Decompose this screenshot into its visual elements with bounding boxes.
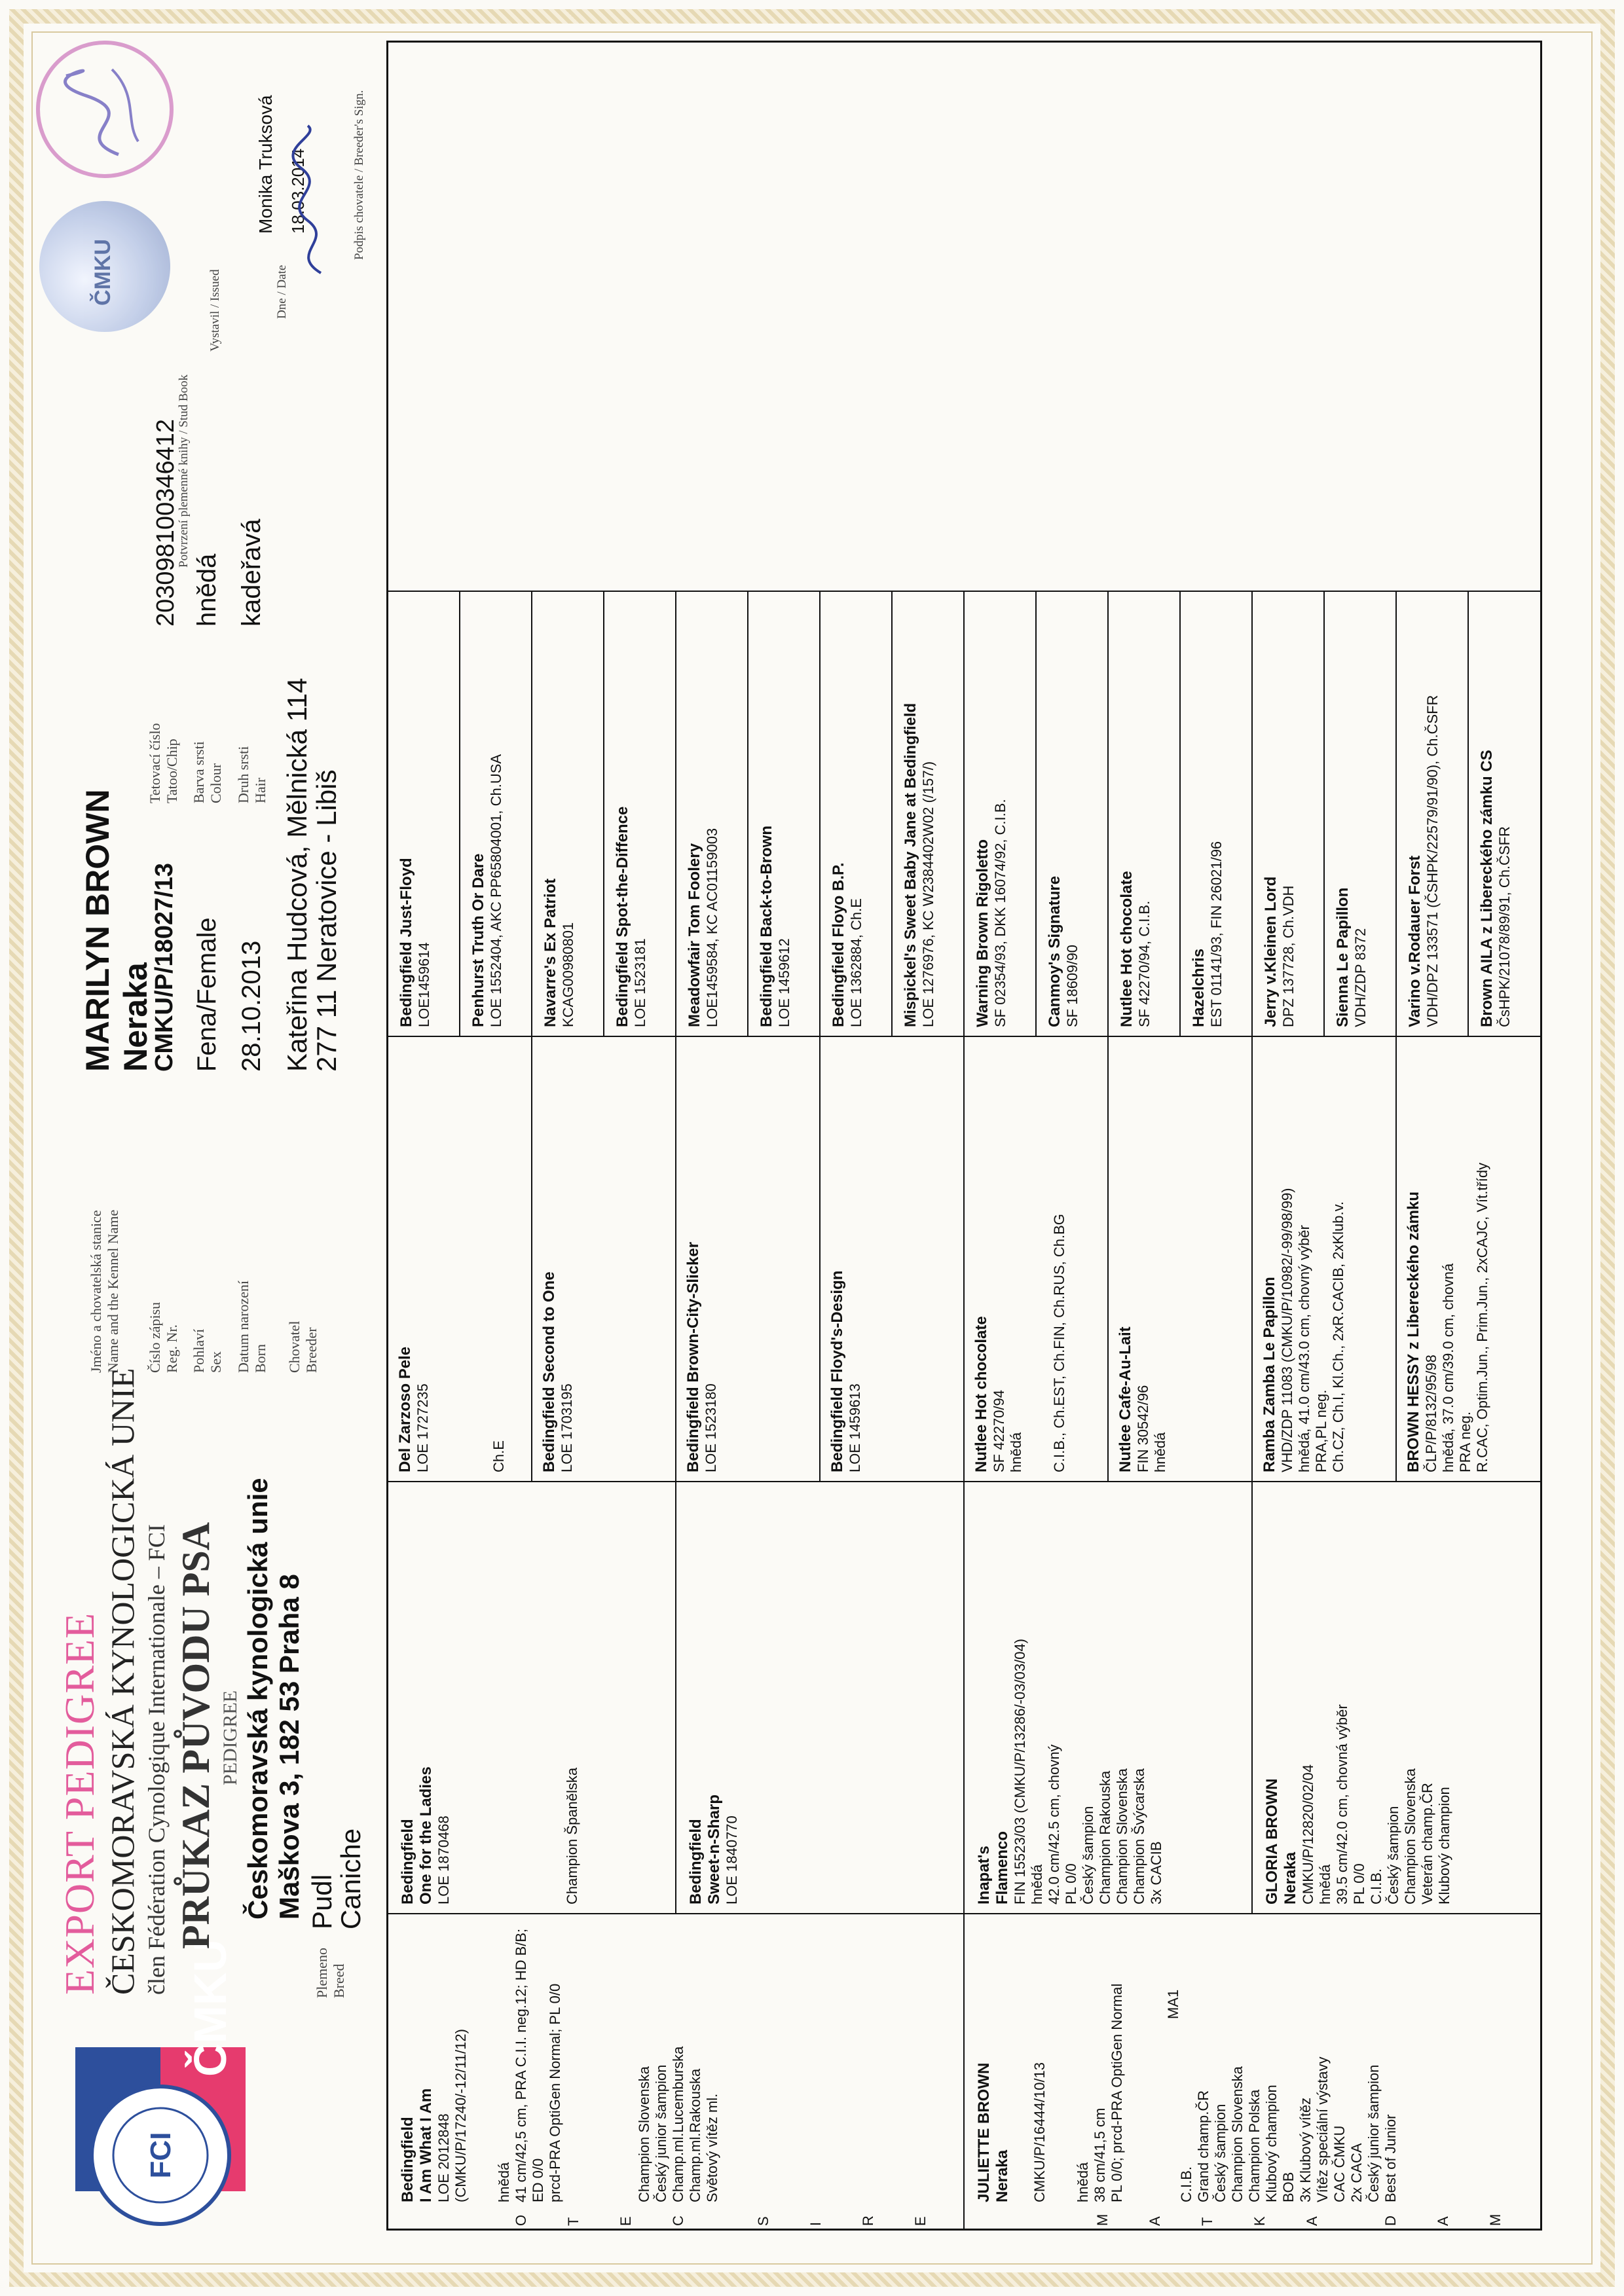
export-pedigree-title: EXPORT PEDIGREE: [56, 1612, 103, 1995]
colour-label-en: Colour: [208, 763, 224, 803]
hair-value: kadeřavá: [237, 519, 266, 627]
side-letter: D: [1382, 2215, 1399, 2226]
dog-kennel: Neraka: [117, 962, 154, 1072]
ancestor-cell: [1118, 598, 1153, 1027]
row-divider: [1251, 592, 1253, 1037]
row-divider: [1107, 592, 1109, 1037]
great-grandparent-reg: LOE 1459613: [847, 1383, 863, 1472]
sex-label-cz: Pohlaví: [191, 1328, 207, 1373]
sire-health2: prcd-PRA OptiGen Normal; PL 0/0: [547, 1983, 563, 2202]
row-divider: [1323, 592, 1325, 1037]
ancestor-name: Meadowfair Tom Foolery: [686, 843, 703, 1027]
ancestor-cell: [1262, 598, 1297, 1027]
ancestor-reg: VDH/ZDP 8372: [1352, 928, 1369, 1027]
handwritten-signature: [282, 122, 341, 280]
row-divider: [675, 592, 676, 1037]
great-grandparent-detail: hnědá, 37.0 cm/39.0 cm, chovná: [1440, 1263, 1456, 1472]
name-label-cz: Jméno a chovatelská stanice: [88, 1210, 104, 1373]
breed-value-cz: Pudl: [306, 1874, 337, 1929]
sire-title: Champ.ml.Lucemburska: [670, 2046, 686, 2202]
grandparent-detail: C.I.B.: [1368, 1868, 1384, 1904]
ancestor-cell: [614, 598, 649, 1027]
great-grandparent-name: BROWN HESSY z Libereckého zámku: [1405, 1192, 1422, 1472]
grandparent-detail: 39.5 cm/42.0 cm, chovná výběr: [1334, 1704, 1350, 1904]
grandparent-cell: [975, 1492, 1165, 1904]
chip-number: 203098100346412: [152, 418, 179, 627]
row-divider: [963, 592, 965, 1037]
ancestor-reg: LOE 1362884, Ch.E: [848, 898, 864, 1027]
side-letter: E: [618, 2216, 634, 2226]
ancestor-cell: [686, 598, 721, 1027]
sire-name-line2: I Am What I Am: [417, 2088, 435, 2202]
grandparent-reg: CMKU/P/12820/02/04: [1300, 1764, 1316, 1904]
dam-cell: [975, 1921, 1399, 2202]
great-grandparent-detail: PRA neg.: [1457, 1412, 1473, 1472]
ancestor-name: Warning Brown Rigoletto: [974, 839, 991, 1027]
grandparent-name: Inapat's: [975, 1846, 993, 1904]
side-letter: C: [670, 2215, 686, 2226]
ancestor-name: Canmoy's Signature: [1046, 875, 1063, 1027]
ancestor-name: Brown AILA z Libereckého zámku CS: [1478, 750, 1496, 1027]
side-letter: A: [1435, 2216, 1451, 2226]
reg-label-en: Reg. Nr.: [164, 1324, 180, 1373]
grandparent-detail: Champion Slovenska: [1402, 1768, 1418, 1904]
grandparent-name: One for the Ladies: [417, 1766, 435, 1904]
breed-label-en: Breed: [331, 1963, 347, 1998]
great-grandparent-name: Nutlee Hot chocolate: [972, 1316, 990, 1472]
great-grandparent-detail: hnědá: [1008, 1432, 1024, 1472]
ancestor-reg: ČsHPK/21078/89/91, Ch.ČSFR: [1496, 826, 1513, 1027]
side-letter: A: [1304, 2216, 1320, 2226]
row-divider: [819, 592, 821, 1037]
born-label-en: Born: [252, 1344, 268, 1373]
grandparent-detail: Champion Slovenska: [1114, 1768, 1130, 1904]
dam-title: Best of Junior: [1382, 2114, 1399, 2202]
great-grandparent-cell: [1261, 1044, 1347, 1472]
grandparent-detail: Klubový champion: [1436, 1787, 1452, 1904]
side-letter: E: [912, 2216, 929, 2226]
hair-label-cz: Druh srsti: [235, 746, 251, 803]
ancestor-reg: DPZ 137728, Ch.VDH: [1280, 885, 1297, 1027]
reg-label-cz: Číslo zápisu: [147, 1302, 163, 1373]
colour-value: hnědá: [193, 553, 221, 627]
grandparent-name: GLORIA BROWN: [1263, 1778, 1281, 1904]
name-label-en: Name and the Kennel Name: [105, 1209, 121, 1373]
row-divider: [819, 1037, 821, 1482]
row-divider: [603, 592, 604, 1037]
side-letter: T: [1199, 2217, 1215, 2226]
great-grandparent-cell: [540, 1044, 576, 1472]
row-divider: [1251, 1037, 1253, 1482]
fci-membership: člen Fédération Cynologique Internationale – FCI: [143, 1524, 170, 1995]
dam-health1: 38 cm/41,5 cm: [1092, 2107, 1108, 2202]
dam-cib: C.I.B.: [1178, 2166, 1194, 2202]
dam-title: Champion Polska: [1246, 2089, 1263, 2202]
date-label: Dne / Date: [275, 264, 289, 319]
colour-label-cz: Barva srsti: [191, 741, 207, 803]
side-letter: A: [1147, 2216, 1163, 2226]
sire-health1: 41 cm/42,5 cm, PRA C.I.I. neg.12; HD B/B; ED 0/0: [513, 1928, 546, 2202]
ancestor-reg: LOE1459584, KC AC01159003: [704, 828, 720, 1027]
row-divider: [1395, 1037, 1397, 1482]
ancestor-reg: SF 42270/94, C.I.B.: [1136, 900, 1153, 1027]
sire-colour: hnědá: [496, 2162, 512, 2202]
ancestor-name: Varino v.Rodauer Forst: [1406, 855, 1424, 1027]
side-letter: K: [1251, 2216, 1268, 2226]
ancestor-cell: [1406, 598, 1441, 1027]
sire-title: Champion Slovenska: [636, 2066, 652, 2202]
great-grandparent-cell: [396, 1044, 507, 1472]
chip-label-en: Tatoo/Chip: [164, 738, 180, 803]
ancestor-name: Hazelchris: [1190, 948, 1208, 1027]
dam-title: BOB: [1280, 2172, 1297, 2202]
sire-title: Světový vítěz ml.: [704, 2093, 720, 2202]
great-grandparent-reg: LOE 1727235: [415, 1383, 431, 1472]
sex-label-en: Sex: [208, 1351, 224, 1373]
great-grandparent-detail: PRA,PL neg.: [1313, 1389, 1329, 1472]
pedigree-table: [386, 41, 1542, 2231]
fci-logo-text: FCI: [145, 2132, 177, 2179]
row-divider: [1467, 592, 1469, 1037]
dog-name: MARILYN BROWN: [79, 789, 116, 1072]
hologram-text: ČMKU: [90, 239, 115, 306]
great-grandparent-detail: hnědá: [1152, 1432, 1168, 1472]
ancestor-reg: LOE 1276976, KC W2384402W02 (/157/): [920, 761, 936, 1027]
ancestor-name: Bedingfield Just-Floyd: [397, 858, 415, 1027]
grandparent-detail: Veterán champ.ČR: [1419, 1783, 1435, 1904]
ancestor-cell: [974, 598, 1009, 1027]
great-grandparent-name: Bedingfield Second to One: [540, 1271, 558, 1472]
ancestor-cell: [1478, 598, 1513, 1027]
breeder-address: 277 11 Neratovice - Libiš: [311, 769, 342, 1072]
row-divider: [1179, 592, 1181, 1037]
sex-value: Fena/Female: [193, 917, 221, 1072]
ancestor-name: Penhurst Truth Or Dare: [470, 853, 487, 1027]
dam-title: Český šampion: [1212, 2104, 1228, 2202]
great-grandparent-name: Ramba Zamba Le Papillon: [1261, 1277, 1278, 1472]
great-grandparent-reg: SF 42270/94: [991, 1390, 1007, 1472]
ancestor-name: Bedingfield Spot-the-Diffence: [614, 806, 631, 1027]
side-letter: M: [1094, 2214, 1111, 2226]
dam-title: 3x Klubový vítěz: [1297, 2097, 1314, 2202]
great-grandparent-reg: LOE 1703195: [559, 1383, 575, 1472]
grandparent-reg: FIN 15523/03 (CMKU/P/13286/-03/03/04): [1012, 1638, 1028, 1904]
grandparent-detail: Champion Rakouska: [1097, 1770, 1113, 1904]
ancestor-cell: [1190, 598, 1225, 1027]
grandparent-detail: 3x CACIB: [1148, 1841, 1164, 1904]
grandparent-cell: [687, 1492, 741, 1904]
grandparent-detail: Champion Španělska: [564, 1767, 580, 1904]
chip-label-cz: Tetovací číslo: [147, 723, 163, 803]
great-grandparent-detail: Ch.CZ, Ch.I, Kl.Ch., 2xR.CACIB, 2xKlub.v.: [1330, 1201, 1346, 1472]
issued-label: Vystavil / Issued: [208, 269, 222, 352]
breed-label-cz: Plemeno: [314, 1948, 330, 1998]
ancestor-reg: VDH/DPZ 133571 (ČSHPK/22579/91/90), Ch.ČSFR: [1424, 695, 1441, 1027]
grandparent-detail: hnědá: [1317, 1864, 1333, 1904]
row-divider: [1107, 1037, 1109, 1482]
ancestor-reg: SF 18609/90: [1064, 945, 1080, 1027]
dam-title: Champion Slovenska: [1229, 2066, 1246, 2202]
ancestor-name: Bedingfield Back-to-Brown: [758, 825, 775, 1027]
great-grandparent-cell: [1116, 1044, 1169, 1472]
dam-title: Český junior šampion: [1365, 2064, 1382, 2202]
ancestor-cell: [542, 598, 577, 1027]
sire-cell: [399, 1921, 721, 2202]
ancestor-reg: EST 01141/93, FIN 26021/96: [1208, 841, 1225, 1027]
ancestor-name: Mispickel's Sweet Baby Jane at Bedingfield: [902, 702, 919, 1027]
grandparent-reg: LOE 1840770: [724, 1815, 740, 1904]
great-grandparent-name: Del Zarzoso Pele: [396, 1346, 414, 1472]
ancestor-cell: [902, 598, 937, 1027]
row-divider: [963, 1037, 965, 1482]
side-letter: T: [565, 2217, 581, 2226]
ancestor-reg: LOE1459614: [416, 942, 432, 1027]
grandparent-detail: Český šampion: [1080, 1806, 1096, 1904]
dam-colour: hnědá: [1075, 2162, 1091, 2202]
dam-health2: PL 0/0; prcd-PRA OptiGen Normal: [1109, 1983, 1125, 2202]
side-letter: O: [513, 2214, 529, 2226]
great-grandparent-reg: LOE 1523180: [703, 1383, 719, 1472]
great-grandparent-name: Bedingfield Brown-City-Slicker: [684, 1241, 702, 1472]
ancestor-reg: LOE 1523181: [632, 938, 648, 1027]
ancestor-name: Navarre's Ex Patriot: [542, 878, 559, 1027]
grandparent-cell: [1263, 1492, 1453, 1904]
grandparent-detail: PL 0/0: [1351, 1863, 1367, 1904]
sire-title: Český junior šampion: [653, 2064, 669, 2202]
logo-cmku-letters: ČMKU: [185, 1939, 236, 2077]
ancestor-reg: LOE 1459612: [776, 938, 792, 1027]
dam-name-line2: Neraka: [993, 2149, 1011, 2202]
issue-date: 18.03.2014: [288, 148, 308, 234]
dam-cib-row: [1165, 1921, 1195, 2202]
born-label-cz: Datum narození: [235, 1280, 251, 1373]
ancestor-name: Jerry v.Kleinen Lord: [1262, 876, 1280, 1027]
row-divider: [963, 1914, 965, 2229]
side-letter: S: [755, 2216, 771, 2226]
side-letter: R: [860, 2215, 876, 2226]
row-divider: [531, 592, 532, 1037]
ancestor-cell: [397, 598, 433, 1027]
grandparent-name: Sweet-n-Sharp: [705, 1794, 723, 1904]
breeder-label-cz: Chovatel: [286, 1321, 303, 1373]
breeder-name: Kateřina Hudcová, Mělnická 114: [282, 678, 312, 1072]
row-divider: [963, 1482, 965, 1914]
great-grandparent-detail: R.CAC, Optim.Jun., Prim.Jun., 2xCAJC, Vít.třídy: [1474, 1162, 1490, 1472]
breeder-sign-label: Podpis chovatele / Breeder's Sign.: [352, 90, 366, 260]
great-grandparent-detail: Ch.E: [490, 1440, 507, 1472]
row-divider: [1035, 592, 1037, 1037]
dam-ma: MA1: [1165, 1989, 1181, 2019]
great-grandparent-cell: [1405, 1044, 1491, 1472]
grandparent-detail: Český šampion: [1385, 1806, 1401, 1904]
great-grandparent-detail: hnědá, 41.0 cm/43.0 cm, chovný výběr: [1296, 1225, 1312, 1472]
grandparent-name: Flamenco: [993, 1831, 1011, 1904]
row-divider: [891, 592, 893, 1037]
dam-title: 2x CACA: [1348, 2143, 1365, 2202]
organization-name: ČESKOMORAVSKÁ KYNOLOGICKÁ UNIE: [104, 1368, 141, 1995]
grandparent-detail: 42.0 cm/42.5 cm, chovný: [1046, 1744, 1062, 1904]
breeder-label-en: Breeder: [303, 1327, 320, 1373]
ancestor-reg: SF 02354/93, DKK 16074/92, C.I.B.: [992, 799, 1008, 1027]
row-divider: [1395, 592, 1397, 1037]
ancestor-cell: [470, 598, 505, 1027]
reg-number: CMKU/P/18027/13: [151, 863, 178, 1072]
dam-title: Grand champ.ČR: [1195, 2090, 1211, 2202]
dam-title: Vítěz speciální výstavy: [1314, 2056, 1331, 2202]
ancestor-reg: KCAG00980801: [560, 922, 576, 1027]
dam-title: Klubový champion: [1263, 2085, 1280, 2202]
great-grandparent-cell: [828, 1044, 864, 1472]
ancestor-name: Bedingfield Floyo B.P.: [830, 862, 847, 1027]
great-grandparent-name: Nutlee Cafe-Au-Lait: [1116, 1326, 1134, 1472]
great-grandparent-name: Bedingfield Floyd's-Design: [828, 1270, 846, 1472]
grandparent-cell: [399, 1492, 581, 1904]
great-grandparent-reg: ČLP/P/8132/95/98: [1423, 1355, 1439, 1472]
row-divider: [675, 1482, 676, 1914]
side-letter: M: [1487, 2214, 1504, 2226]
row-divider: [531, 1037, 532, 1482]
great-grandparent-reg: FIN 30542/96: [1135, 1385, 1151, 1472]
breed-value-fr: Caniche: [335, 1828, 366, 1929]
dam-reg: CMKU/P/16444/10/13: [1031, 2062, 1048, 2202]
born-value: 28.10.2013: [237, 940, 266, 1072]
great-grandparent-cell: [684, 1044, 720, 1472]
ancestor-cell: [830, 598, 865, 1027]
ancestor-cell: [1046, 598, 1081, 1027]
signature-scribble-icon: [40, 43, 171, 174]
row-divider: [459, 592, 460, 1037]
row-divider: [1251, 1482, 1253, 1914]
great-grandparent-cell: [972, 1044, 1068, 1472]
grandparent-detail: PL 0/0: [1063, 1863, 1079, 1904]
dam-name-line1: JULIETTE BROWN: [975, 2062, 993, 2202]
ancestor-reg: LOE 1552404, AKC PP65804001, Ch.USA: [488, 754, 504, 1027]
dam-title: CAC ČMKU: [1331, 2125, 1348, 2202]
document-title: PRŮKAZ PŮVODU PSA: [174, 1522, 217, 1949]
club-round-stamp: [36, 41, 174, 178]
ancestor-cell: [1334, 598, 1369, 1027]
grandparent-name: Bedingfield: [399, 1819, 416, 1904]
sire-name-line1: Bedingfield: [399, 2117, 416, 2202]
stud-book-confirm-label: Potvrzení plemenné knihy / Stud Book: [177, 374, 191, 568]
sire-reg: LOE 2012848: [435, 2113, 452, 2202]
great-grandparent-detail: C.I.B., Ch.EST, Ch.FIN, Ch.RUS, Ch.BG: [1051, 1214, 1067, 1472]
club-name: Českomoravská kynologická unie: [242, 1478, 273, 1920]
side-letter: I: [807, 2221, 824, 2226]
hair-label-en: Hair: [252, 777, 268, 803]
grandparent-reg: LOE 1870468: [435, 1815, 452, 1904]
grandparent-detail: Champion Švýcarska: [1131, 1768, 1147, 1904]
grandparent-name: Bedingfield: [687, 1819, 705, 1904]
document-subtitle: PEDIGREE: [219, 1690, 241, 1785]
row-divider: [747, 592, 748, 1037]
issued-by: Monika Truksová: [255, 95, 276, 234]
great-grandparent-reg: VHD/ZDP 11083 (CMKU/P/10982/-99/98/99): [1279, 1188, 1295, 1472]
row-divider: [675, 1037, 676, 1482]
grandparent-name: Neraka: [1282, 1851, 1299, 1904]
fci-logo: [62, 1939, 259, 2231]
ancestor-name: Sienna Le Papillon: [1334, 887, 1352, 1027]
sire-title: Champ.ml.Rakouska: [687, 2068, 703, 2202]
grandparent-detail: hnědá: [1029, 1864, 1045, 1904]
hologram-stamp: [39, 201, 170, 332]
club-address: Maškova 3, 182 53 Praha 8: [274, 1574, 304, 1920]
ancestor-name: Nutlee Hot chocolate: [1118, 871, 1135, 1027]
ancestor-cell: [758, 598, 793, 1027]
sire-reg2: (CMKU/P/17240/-12/11/12): [452, 2029, 469, 2202]
